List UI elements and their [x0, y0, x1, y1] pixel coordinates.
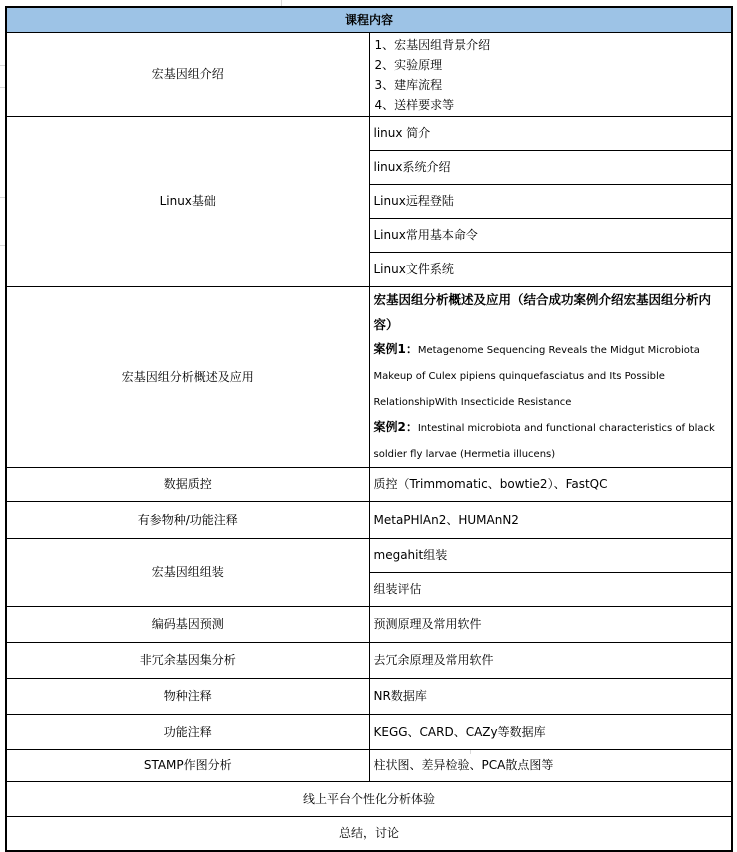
cell-online-platform: 线上平台个性化分析体验	[6, 782, 732, 817]
case-2-text: Intestinal microbiota and functional characteristics of black soldier fly larvae (Hermetia illucens)	[373, 423, 715, 460]
course-content-table	[5, 6, 733, 852]
cell-stamp-right: 柱状图、差异检验、PCA散点图等	[369, 750, 732, 782]
table-row	[6, 817, 732, 852]
cell-assembly-left: 宏基因组组装	[6, 539, 369, 607]
header-row	[6, 7, 732, 33]
table-title: 课程内容	[6, 7, 732, 33]
cell-gene-left: 编码基因预测	[6, 607, 369, 643]
intro-line-2: 2、实验原理	[374, 57, 443, 72]
table-row	[6, 539, 732, 573]
cell-qc-right: 质控（Trimmomatic、bowtie2）、FastQC	[369, 468, 732, 502]
cell-summary: 总结，讨论	[6, 817, 732, 852]
cell-nr-left: 非冗余基因集分析	[6, 643, 369, 679]
table-row	[6, 287, 732, 468]
cell-linux-sub3: Linux远程登陆	[369, 185, 732, 219]
cell-linux-sub1: linux 简介	[369, 117, 732, 151]
cell-ref-right: MetaPHlAn2、HUMAnN2	[369, 502, 732, 539]
case-2	[374, 415, 728, 467]
case-1-text: Metagenome Sequencing Reveals the Midgut Microbiota Makeup of Culex pipiens quinquefasciatus and Its Possible RelationshipWith Insecticide Resistance	[373, 345, 700, 408]
cell-ref-left: 有参物种/功能注释	[6, 502, 369, 539]
table-row	[6, 33, 732, 117]
cell-assembly-sub1: megahit组装	[369, 539, 732, 573]
cell-func-left: 功能注释	[6, 715, 369, 750]
case-1-label: 案例1：	[373, 342, 418, 356]
cell-linux-sub4: Linux常用基本命令	[369, 219, 732, 253]
cell-stamp-left: STAMP作图分析	[6, 750, 369, 782]
cell-qc-left: 数据质控	[6, 468, 369, 502]
cell-linux-sub5: Linux文件系统	[369, 253, 732, 287]
cell-assembly-sub2: 组装评估	[369, 573, 732, 607]
case-2-label: 案例2：	[373, 420, 418, 434]
table-row	[6, 782, 732, 817]
cell-tax-right: NR数据库	[369, 679, 732, 715]
cell-overview-right	[369, 287, 732, 468]
intro-line-3: 3、建库流程	[374, 77, 443, 92]
cell-nr-right: 去冗余原理及常用软件	[369, 643, 732, 679]
cell-gene-right: 预测原理及常用软件	[369, 607, 732, 643]
case-1	[374, 337, 728, 415]
cell-func-right: KEGG、CARD、CAZy等数据库	[369, 715, 732, 750]
table-row	[6, 715, 732, 750]
table-row	[6, 750, 732, 782]
table-row	[6, 643, 732, 679]
intro-line-1: 1、宏基因组背景介绍	[374, 37, 491, 52]
cell-overview-left: 宏基因组分析概述及应用	[6, 287, 369, 468]
overview-title: 宏基因组分析概述及应用（结合成功案例介绍宏基因组分析内容）	[373, 292, 712, 332]
table-row	[6, 679, 732, 715]
cell-linux-left: Linux基础	[6, 117, 369, 287]
cell-intro-right	[369, 33, 732, 117]
table-row	[6, 502, 732, 539]
intro-line-4: 4、送样要求等	[374, 97, 455, 112]
table-row	[6, 607, 732, 643]
cell-tax-left: 物种注释	[6, 679, 369, 715]
cell-intro-left: 宏基因组介绍	[6, 33, 369, 117]
cell-linux-sub2: linux系统介绍	[369, 151, 732, 185]
table-row	[6, 117, 732, 151]
table-row	[6, 468, 732, 502]
